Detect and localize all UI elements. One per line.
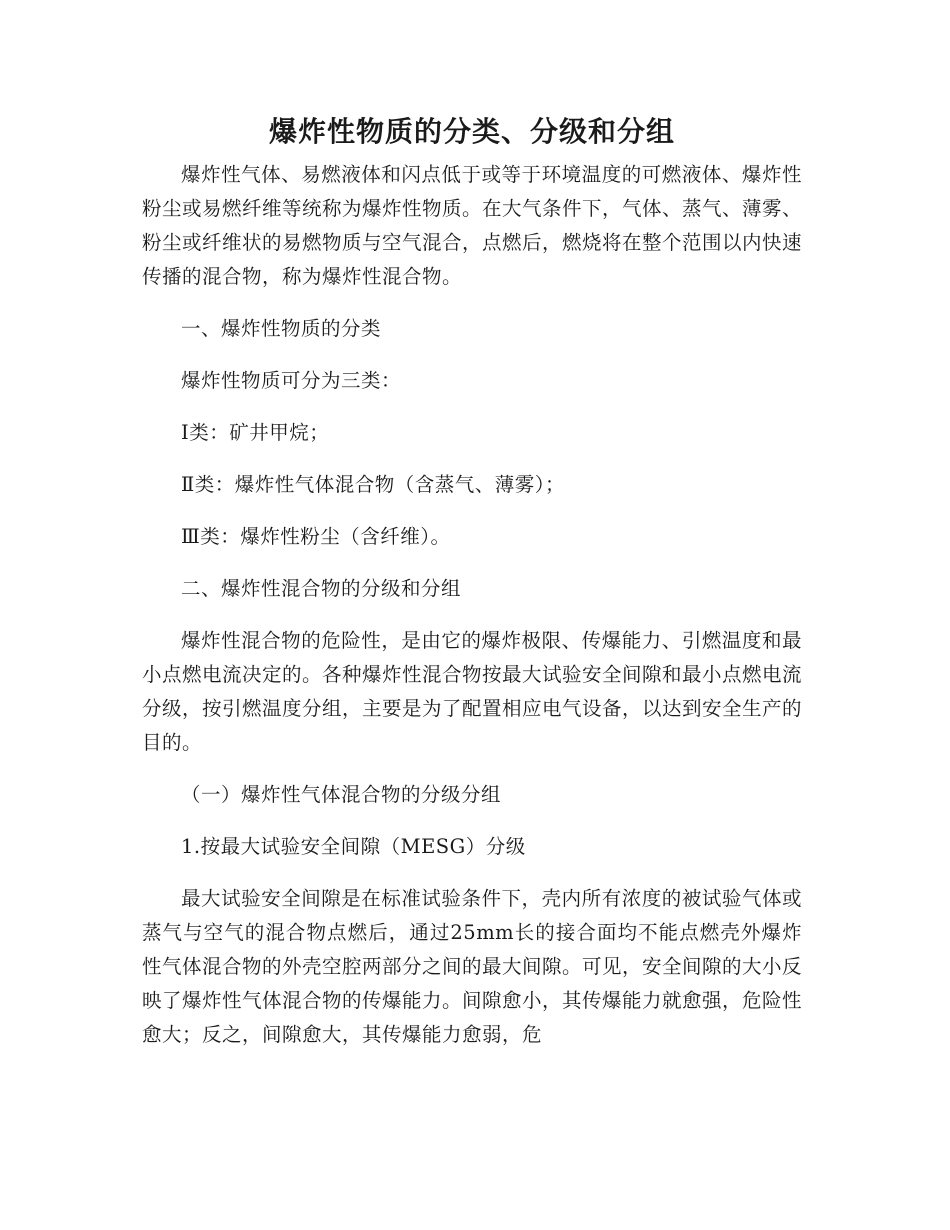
class-1-item: Ⅰ类：矿井甲烷； [181, 421, 330, 444]
intro-paragraph: 爆炸性气体、易燃液体和闪点低于或等于环境温度的可燃液体、爆炸性粉尘或易燃纤维等统称为爆炸性物质。在大气条件下，气体、蒸气、薄雾、粉尘或纤维状的易燃物质与空气混合，点燃后，燃烧将在整个范围以内快速传播的混合物，称为爆炸性混合物。 [142, 163, 803, 288]
class-3-item: Ⅲ类：爆炸性粉尘（含纤维）。 [181, 525, 451, 548]
mesg-paragraph: 最大试验安全间隙是在标准试验条件下，壳内所有浓度的被试验气体或蒸气与空气的混合物点燃后，通过25mm长的接合面均不能点燃壳外爆炸性气体混合物的外壳空腔两部分之间的最大间隙。可见，安全间隙的大小反映了爆炸性气体混合物的传爆能力。间隙愈小，其传爆能力就愈强，危险性愈大；反之，间隙愈大，其传爆能力愈弱，危 [142, 887, 803, 1046]
document-page [142, 112, 802, 1052]
document-title: 爆炸性物质的分类、分级和分组 [268, 115, 675, 148]
class-2-item: Ⅱ类：爆炸性气体混合物（含蒸气、薄雾）； [181, 473, 566, 496]
classification-intro: 爆炸性物质可分为三类： [181, 369, 402, 392]
subsection-heading-mesg: 1.按最大试验安全间隙（MESG）分级 [181, 835, 526, 858]
subsection-heading-gas: （一）爆炸性气体混合物的分级分组 [181, 783, 502, 806]
section-heading-classification: 一、爆炸性物质的分类 [181, 317, 382, 340]
grading-paragraph: 爆炸性混合物的危险性，是由它的爆炸极限、传爆能力、引燃温度和最小点燃电流决定的。各种爆炸性混合物按最大试验安全间隙和最小点燃电流分级，按引燃温度分组，主要是为了配置相应电气设备，以达到安全生产的目的。 [142, 629, 803, 754]
section-heading-grading: 二、爆炸性混合物的分级和分组 [181, 577, 462, 600]
